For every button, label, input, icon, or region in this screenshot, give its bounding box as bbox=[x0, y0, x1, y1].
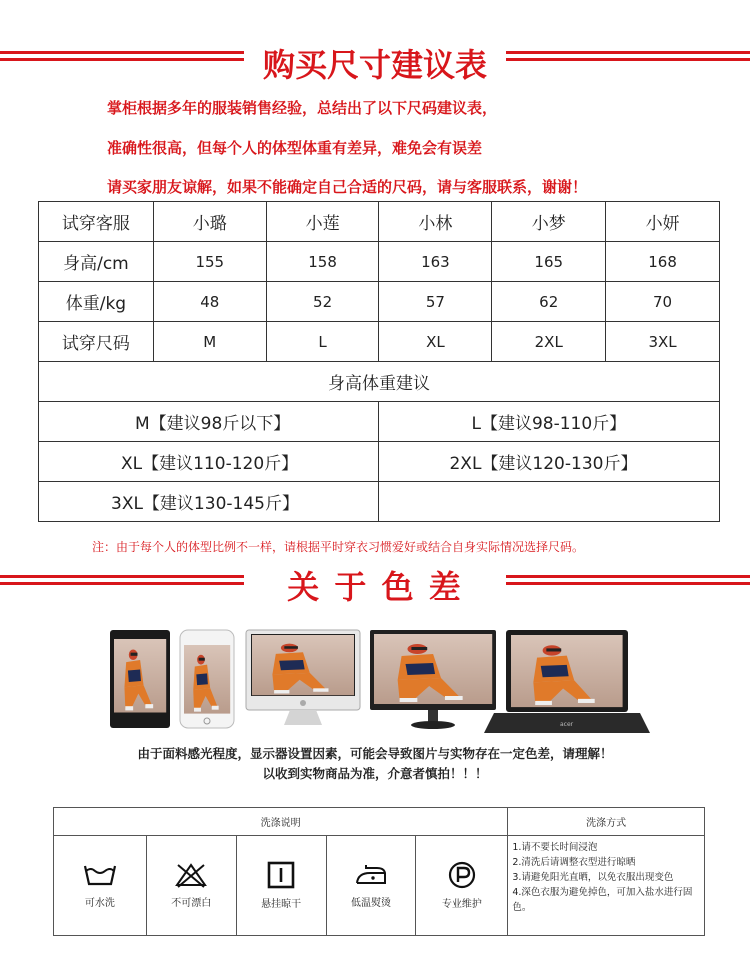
recommend-cell: XL【建议110-120斤】 bbox=[39, 442, 379, 482]
table-row bbox=[54, 808, 705, 836]
table-row bbox=[39, 282, 720, 322]
table-cell: 62 bbox=[492, 282, 606, 322]
recommend-cell: M【建议98斤以下】 bbox=[39, 402, 379, 442]
table-cell: XL bbox=[379, 322, 492, 362]
laptop-brand-label: acer bbox=[560, 721, 574, 728]
care-symbol-label: 可水洗 bbox=[84, 898, 115, 909]
empty-cell bbox=[379, 482, 720, 522]
intro-line-2: 准确性很高，但每个人的体型体重有差异，难免会有误差 bbox=[107, 139, 483, 157]
size-guide-title: 购买尺寸建议表 bbox=[262, 46, 487, 84]
care-header-right: 洗涤方式 bbox=[508, 808, 705, 836]
recommend-cell: 3XL【建议130-145斤】 bbox=[39, 482, 379, 522]
care-header-left: 洗涤说明 bbox=[54, 808, 508, 836]
table-row bbox=[39, 482, 720, 522]
table-cell: 165 bbox=[492, 242, 606, 282]
title-rule-right bbox=[506, 51, 750, 65]
table-header-cell: 小妍 bbox=[606, 202, 720, 242]
intro-line-1: 掌柜根据多年的服装销售经验，总结出了以下尺码建议表， bbox=[107, 99, 498, 117]
care-step: 3.请避免阳光直晒，以免衣服出现变色 bbox=[512, 872, 674, 883]
table-row bbox=[39, 322, 720, 362]
color-diff-caption-2: 以收到实物商品为准，介意者慎拍！！！ bbox=[262, 766, 488, 781]
care-step: 4.深色衣服为避免掉色，可加入盐水进行固色。 bbox=[512, 887, 693, 913]
devices-illustration bbox=[110, 625, 650, 737]
care-table bbox=[53, 807, 705, 936]
recommend-cell: 2XL【建议120-130斤】 bbox=[379, 442, 720, 482]
intro-line-3: 请买家朋友谅解，如果不能确定自己合适的尺码，请与客服联系，谢谢！ bbox=[107, 178, 588, 196]
phone-black-icon bbox=[110, 630, 170, 728]
table-row-label: 试穿尺码 bbox=[39, 322, 154, 362]
care-symbol-label: 低温熨烫 bbox=[351, 898, 392, 909]
care-steps bbox=[508, 836, 705, 936]
care-symbol-cell bbox=[326, 836, 416, 936]
table-cell: 163 bbox=[379, 242, 492, 282]
table-row-label: 体重/kg bbox=[39, 282, 154, 322]
table-row bbox=[54, 836, 705, 936]
title-rule-right bbox=[506, 575, 750, 589]
table-cell: 155 bbox=[153, 242, 266, 282]
table-cell: 2XL bbox=[492, 322, 606, 362]
title-rule-left bbox=[0, 575, 244, 589]
care-symbol-cell bbox=[416, 836, 508, 936]
table-row bbox=[39, 402, 720, 442]
recommend-title: 身高体重建议 bbox=[39, 362, 720, 402]
no-bleach-icon bbox=[174, 862, 208, 888]
table-header-cell: 小林 bbox=[379, 202, 492, 242]
laptop-icon bbox=[484, 630, 650, 733]
table-cell: 57 bbox=[379, 282, 492, 322]
table-cell: 168 bbox=[606, 242, 720, 282]
table-row bbox=[39, 242, 720, 282]
table-header-cell: 小莲 bbox=[266, 202, 379, 242]
table-row bbox=[39, 362, 720, 402]
care-symbol-label: 悬挂晾干 bbox=[261, 899, 302, 910]
iron-low-icon bbox=[354, 862, 388, 888]
table-cell: 52 bbox=[266, 282, 379, 322]
color-diff-caption-1: 由于面料感光程度，显示器设置因素，可能会导致图片与实物存在一定色差，请理解！ bbox=[137, 746, 613, 761]
table-cell: 3XL bbox=[606, 322, 720, 362]
table-cell: 48 bbox=[153, 282, 266, 322]
care-symbol-label: 不可漂白 bbox=[171, 898, 212, 909]
title-rule-left bbox=[0, 51, 244, 65]
table-cell: L bbox=[266, 322, 379, 362]
table-cell: 158 bbox=[266, 242, 379, 282]
monitor-icon bbox=[370, 630, 496, 729]
table-header-cell: 小璐 bbox=[153, 202, 266, 242]
size-note: 注：由于每个人的体型比例不一样，请根据平时穿衣习惯爱好或结合自身实际情况选择尺码。 bbox=[92, 540, 585, 554]
recommend-cell: L【建议98-110斤】 bbox=[379, 402, 720, 442]
color-diff-title: 关 于 色 差 bbox=[287, 568, 463, 606]
care-symbol-label: 专业维护 bbox=[441, 899, 482, 910]
care-symbol-cell bbox=[236, 836, 326, 936]
table-cell: 70 bbox=[606, 282, 720, 322]
hang-dry-icon bbox=[264, 861, 298, 889]
care-symbol-cell bbox=[54, 836, 147, 936]
care-step: 1.请不要长时间浸泡 bbox=[512, 842, 598, 853]
table-cell: M bbox=[153, 322, 266, 362]
table-row-label: 身高/cm bbox=[39, 242, 154, 282]
care-step: 2.清洗后请调整衣型进行晾晒 bbox=[512, 857, 636, 868]
table-row bbox=[39, 442, 720, 482]
phone-white-icon bbox=[180, 630, 234, 728]
table-header-cell: 试穿客服 bbox=[39, 202, 154, 242]
washtub-icon bbox=[83, 862, 117, 888]
table-header-cell: 小梦 bbox=[492, 202, 606, 242]
imac-icon bbox=[246, 630, 360, 725]
table-row bbox=[39, 202, 720, 242]
professional-clean-icon bbox=[445, 861, 479, 889]
care-symbol-cell bbox=[146, 836, 236, 936]
size-table bbox=[38, 201, 720, 522]
